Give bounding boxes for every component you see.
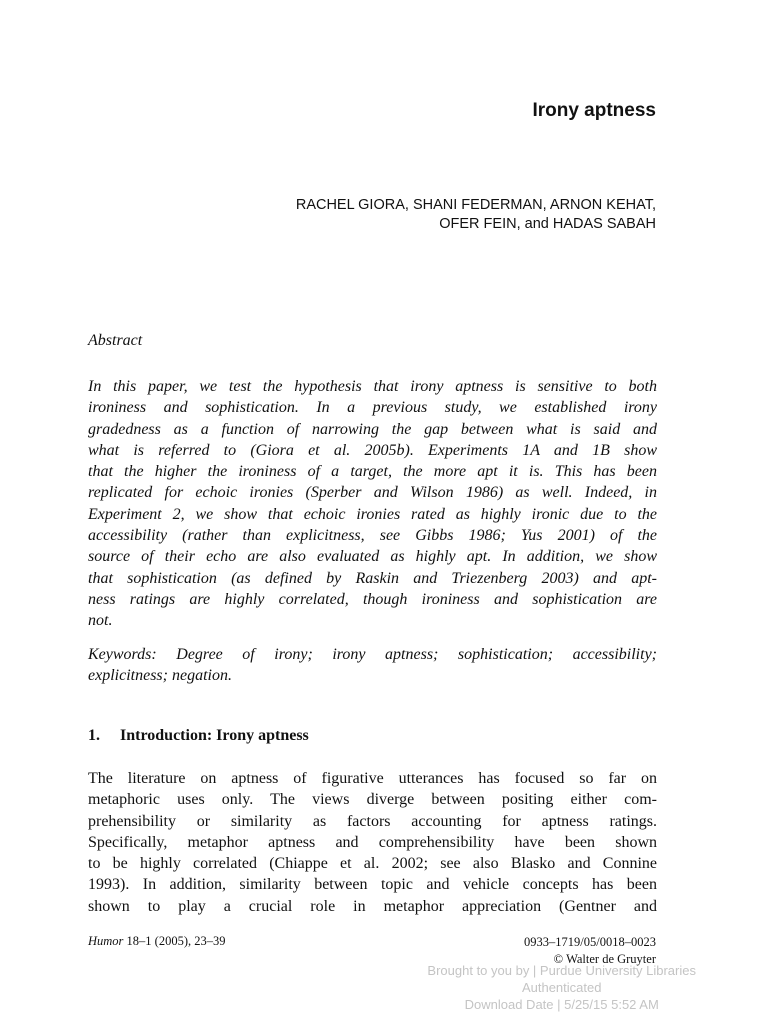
intro-line: metaphoric uses only. The views diverge between positing either com- <box>88 791 657 809</box>
author-list <box>296 196 656 234</box>
watermark-line: Authenticated <box>521 980 602 995</box>
issn: 0933–1719/05/0018–0023 <box>524 935 656 949</box>
author-line: OFER FEIN, and HADAS SABAH <box>439 216 656 232</box>
section-heading <box>88 727 309 745</box>
footer-citation <box>88 934 226 949</box>
keywords-line: Keywords: Degree of irony; irony aptness; sophistication; accessibility; <box>88 646 657 663</box>
abstract-body <box>88 376 657 632</box>
keywords-line: explicitness; negation. <box>88 667 232 685</box>
intro-line: 1993). In addition, similarity between topic and vehicle concepts has been <box>88 876 657 894</box>
abstract-line: what is referred to (Giora et al. 2005b). Experiments 1A and 1B show <box>88 441 657 459</box>
abstract-line: that the higher the ironiness of a target, the more apt it is. This has been <box>88 463 657 481</box>
intro-line: prehensibility or similarity as factors accounting for aptness ratings. <box>88 812 657 830</box>
abstract-line: ironiness and sophistication. In a previous study, we established irony <box>88 399 657 417</box>
intro-line: to be highly correlated (Chiappe et al. 2002; see also Blasko and Connine <box>88 855 657 873</box>
section-title: Introduction: Irony aptness <box>120 727 309 744</box>
watermark-line: Download Date | 5/25/15 5:52 AM <box>464 997 659 1012</box>
publisher: © Walter de Gruyter <box>553 952 656 966</box>
abstract-line: Experiment 2, we show that echoic ironies rated as highly ironic due to the <box>88 505 657 523</box>
keywords <box>88 644 657 687</box>
abstract-heading: Abstract <box>88 332 143 349</box>
abstract-line: ness ratings are highly correlated, though ironiness and sophistication are <box>88 590 657 608</box>
paper-title: Irony aptness <box>532 100 656 121</box>
download-watermark <box>427 962 696 1013</box>
intro-line: The literature on aptness of figurative utterances has focused so far on <box>88 770 657 787</box>
intro-line: shown to play a crucial role in metaphor appreciation (Gentner and <box>88 897 657 915</box>
intro-paragraph <box>88 768 657 917</box>
abstract-line: replicated for echoic ironies (Sperber and Wilson 1986) as well. Indeed, in <box>88 484 657 502</box>
abstract-line: In this paper, we test the hypothesis that irony aptness is sensitive to both <box>88 378 657 395</box>
watermark-line: Brought to you by | Purdue University Libraries <box>427 963 696 978</box>
journal-name: Humor <box>88 934 124 948</box>
author-line: RACHEL GIORA, SHANI FEDERMAN, ARNON KEHAT, <box>295 197 656 213</box>
intro-line: Specifically, metaphor aptness and comprehensibility have been shown <box>88 833 657 851</box>
journal-volume: 18–1 (2005), 23–39 <box>126 934 226 948</box>
abstract-line: gradedness as a function of narrowing the gap between what is said and <box>88 420 657 438</box>
abstract-line: source of their echo are also evaluated as highly apt. In addition, we show <box>88 548 657 566</box>
section-number: 1. <box>88 727 100 744</box>
abstract-line: not. <box>88 612 113 630</box>
abstract-line: that sophistication (as defined by Raskin and Triezenberg 2003) and apt- <box>88 569 657 587</box>
abstract-line: accessibility (rather than explicitness, see Gibbs 1986; Yus 2001) of the <box>88 527 657 545</box>
